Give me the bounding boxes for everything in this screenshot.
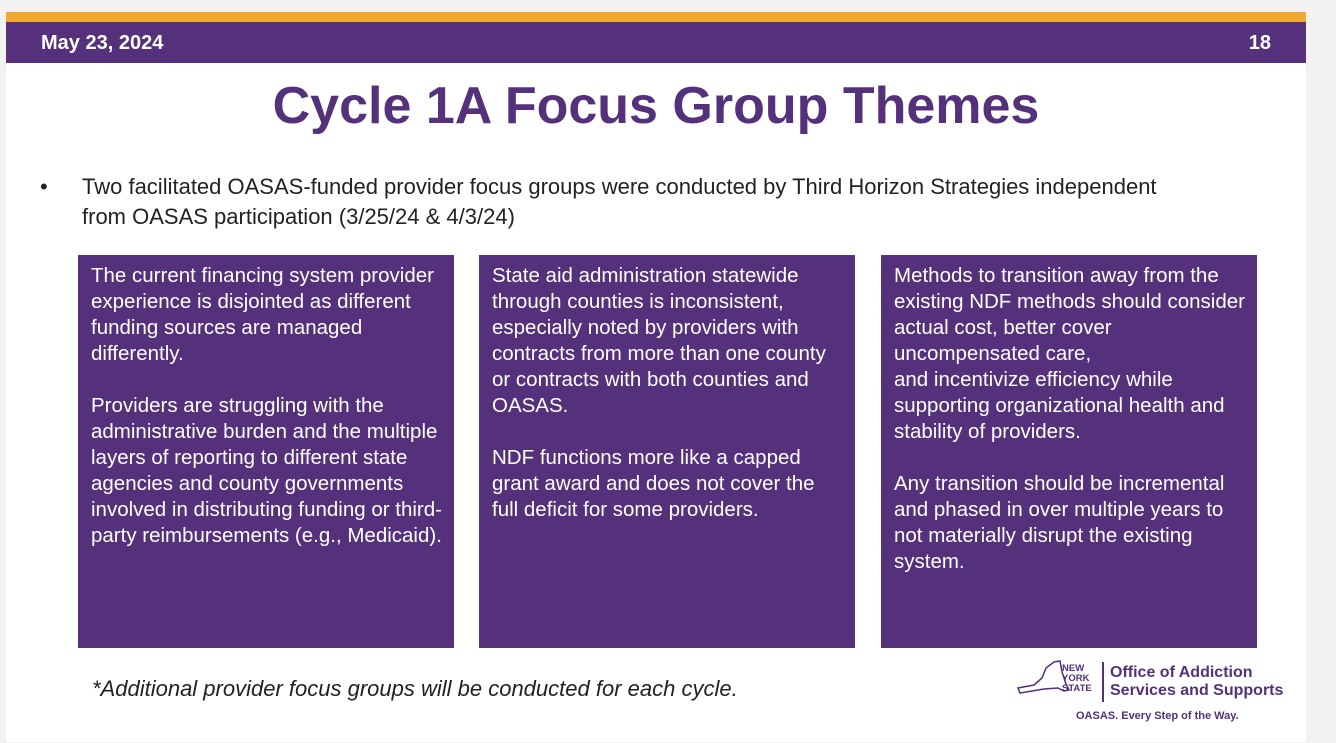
footnote: *Additional provider focus groups will be conducted for each cycle. <box>92 676 738 701</box>
theme-paragraph: Methods to transition away from the existing NDF methods should consider actual cost, better cover uncompensated care, <box>894 264 1245 365</box>
logo-org-line: Office of Addiction <box>1110 664 1253 681</box>
logo-tagline: OASAS. Every Step of the Way. <box>1076 710 1239 722</box>
theme-box-state-aid <box>479 255 855 648</box>
logo-state-name <box>1062 664 1092 694</box>
slide-title: Cycle 1A Focus Group Themes <box>272 77 1040 135</box>
theme-paragraph: NDF functions more like a capped grant award and does not cover the full deficit for some providers. <box>492 446 815 521</box>
bullet-marker: • <box>40 174 48 199</box>
theme-paragraph: and incentivize efficiency while supporting organizational health and stability of providers. <box>894 368 1225 443</box>
slide-date: May 23, 2024 <box>41 32 164 54</box>
logo-state-line: NEW <box>1062 663 1085 674</box>
header-bar <box>6 22 1306 63</box>
theme-paragraph: The current financing system provider experience is disjointed as different funding sources are managed differently. <box>91 264 434 365</box>
logo-state-line: STATE <box>1062 683 1092 694</box>
theme-box-financing <box>78 255 454 648</box>
slide <box>6 12 1306 742</box>
logo-divider <box>1102 662 1104 702</box>
theme-paragraph: Providers are struggling with the administrative burden and the multiple layers of reporting to different state agencies and county governments involved in distributing funding or third-party reimbursements (e.g., Medicaid). <box>91 394 442 547</box>
logo-org-line: Services and Supports <box>1110 682 1284 699</box>
theme-paragraph: Any transition should be incremental and phased in over multiple years to not materially disrupt the existing system. <box>894 472 1225 573</box>
oasas-logo <box>1014 658 1294 728</box>
theme-box-transition <box>881 255 1257 648</box>
theme-paragraph: State aid administration statewide through counties is inconsistent, especially noted by providers with contracts from more than one county or contracts with both counties and OASAS. <box>492 264 826 417</box>
page-number: 18 <box>1248 32 1271 54</box>
logo-state-line: YORK <box>1062 673 1090 684</box>
accent-bar <box>6 12 1306 22</box>
bullet-text: Two facilitated OASAS-funded provider focus groups were conducted by Third Horizon Strategies independent from OASAS participation (3/25/24 & 4/3/24) <box>82 174 1157 229</box>
logo-org-name <box>1110 664 1283 700</box>
